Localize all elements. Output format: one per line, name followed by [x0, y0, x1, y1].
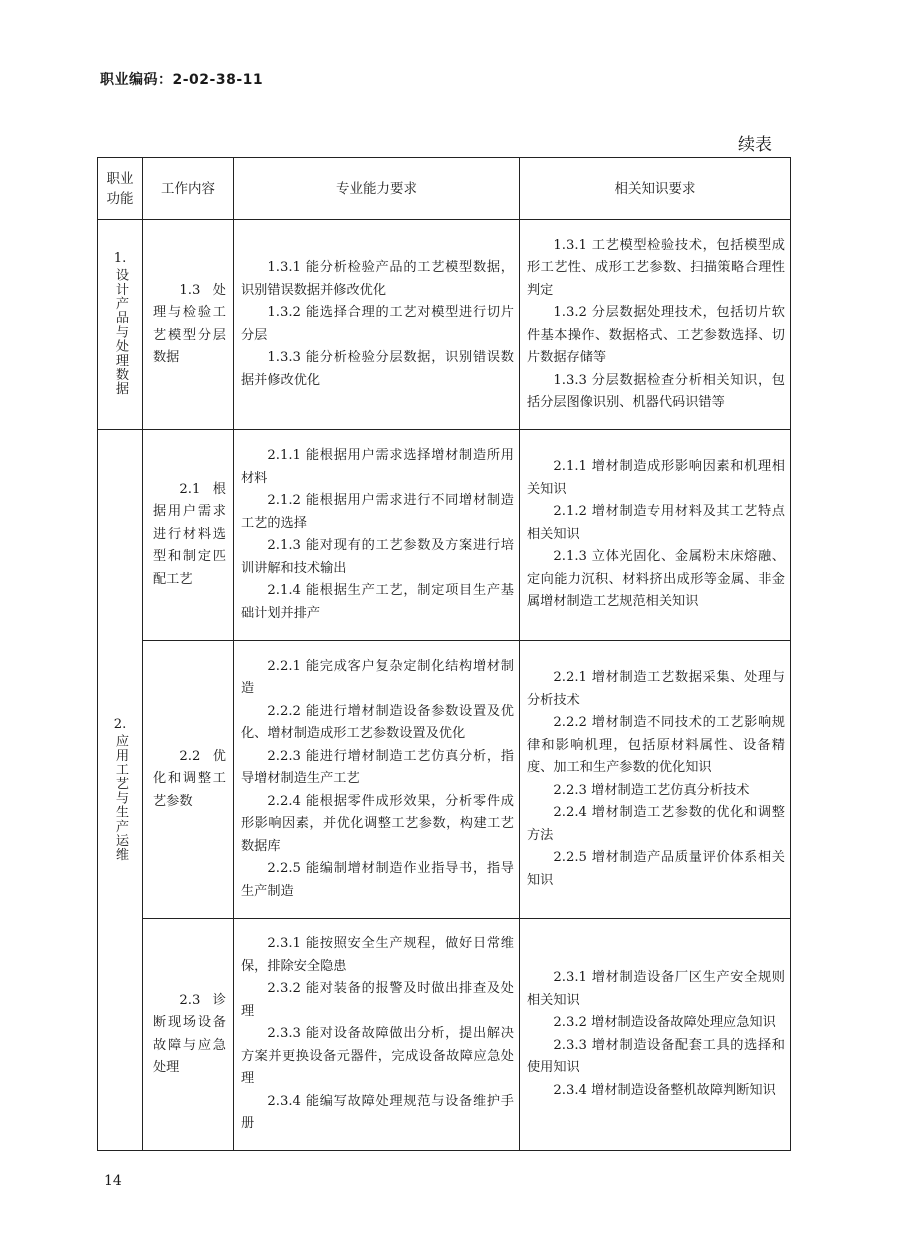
knowledge-item: 2.2.3 增材制造工艺仿真分析技术 — [553, 782, 750, 798]
knowledge-item: 2.2.5 增材制造产品质量评价体系相关知识 — [527, 850, 785, 888]
knowledge-cell — [520, 220, 791, 430]
knowledge-item: 2.3.2 增材制造设备故障处理应急知识 — [553, 1015, 776, 1030]
header-abilities: 专业能力要求 — [234, 158, 520, 220]
occupation-code: 职业编码：2-02-38-11 — [100, 72, 264, 88]
ability-item: 2.3.4 能编写故障处理规范与设备维护手册 — [241, 1093, 514, 1132]
work-content-cell — [143, 220, 234, 430]
ability-item: 2.2.1 能完成客户复杂定制化结构增材制造 — [241, 658, 514, 697]
function-name: 设计产品与处理数据 — [113, 268, 128, 396]
table-row — [98, 919, 791, 1151]
work-content-cell — [143, 919, 234, 1151]
knowledge-item: 2.1.1 增材制造成形影响因素和机理相关知识 — [527, 459, 785, 497]
knowledge-cell — [520, 641, 791, 919]
header-knowledge: 相关知识要求 — [520, 158, 791, 220]
knowledge-item: 2.3.1 增材制造设备厂区生产安全规则相关知识 — [527, 970, 785, 1008]
page-number: 14 — [104, 1173, 122, 1189]
ability-item: 2.1.3 能对现有的工艺参数及方案进行培训讲解和技术输出 — [241, 538, 514, 576]
function-name: 应用工艺与生产运维 — [113, 733, 128, 862]
work-content-text: 2.2 优化和调整工艺参数 — [153, 748, 226, 809]
work-content-text: 2.3 诊断现场设备故障与应急处理 — [153, 992, 226, 1075]
knowledge-item: 2.1.2 增材制造专用材料及其工艺特点相关知识 — [527, 504, 785, 542]
standards-table — [97, 157, 791, 1151]
work-content-text: 2.1 根据用户需求进行材料选型和制定匹配工艺 — [153, 481, 226, 587]
knowledge-cell — [520, 919, 791, 1151]
ability-item: 1.3.1 能分析检验产品的工艺模型数据，识别错误数据并修改优化 — [241, 260, 514, 298]
work-content-cell — [143, 641, 234, 919]
ability-item: 2.1.1 能根据用户需求选择增材制造所用材料 — [241, 448, 514, 486]
ability-item: 2.2.4 能根据零件成形效果，分析零件成形影响因素，并优化调整工艺参数，构建工艺数据库 — [241, 793, 514, 854]
knowledge-item: 2.3.3 增材制造设备配套工具的选择和使用知识 — [527, 1037, 785, 1075]
table-row — [98, 430, 791, 641]
function-number: 1. — [113, 251, 127, 267]
ability-item: 2.3.3 能对设备故障做出分析，提出解决方案并更换设备元器件，完成设备故障应急处理 — [241, 1026, 514, 1087]
function-cell — [98, 220, 143, 430]
knowledge-item: 1.3.3 分层数据检查分析相关知识，包括分层图像识别、机器代码识错等 — [527, 372, 785, 410]
ability-item: 1.3.2 能选择合理的工艺对模型进行切片分层 — [241, 305, 514, 343]
header-work-content: 工作内容 — [143, 158, 234, 220]
ability-item: 2.2.3 能进行增材制造工艺仿真分析，指导增材制造生产工艺 — [241, 748, 514, 787]
abilities-cell — [234, 919, 520, 1151]
header-function-label: 职业 功能 — [106, 170, 134, 207]
table-row — [98, 641, 791, 919]
knowledge-cell — [520, 430, 791, 641]
ability-item: 2.1.2 能根据用户需求进行不同增材制造工艺的选择 — [241, 493, 514, 531]
knowledge-item: 2.3.4 增材制造设备整机故障判断知识 — [553, 1082, 776, 1098]
function-number: 2. — [113, 716, 127, 732]
work-content-cell — [143, 430, 234, 641]
header-function — [98, 158, 143, 220]
knowledge-item: 2.1.3 立体光固化、金属粉末床熔融、定向能力沉积、材料挤出成形等金属、非金属增材制造工艺规范相关知识 — [527, 549, 785, 610]
abilities-cell — [234, 430, 520, 641]
function-cell — [98, 430, 143, 1151]
knowledge-item: 2.2.2 增材制造不同技术的工艺影响规律和影响机理，包括原材料属性、设备精度、加工和生产参数的优化知识 — [527, 715, 785, 775]
table-header-row — [98, 158, 791, 220]
ability-item: 2.3.1 能按照安全生产规程，做好日常维保，排除安全隐患 — [241, 936, 514, 974]
knowledge-item: 1.3.1 工艺模型检验技术，包括模型成形工艺性、成形工艺参数、扫描策略合理性判定 — [527, 237, 785, 298]
work-content-text: 1.3 处理与检验工艺模型分层数据 — [153, 282, 226, 365]
ability-item: 2.2.2 能进行增材制造设备参数设置及优化、增材制造成形工艺参数设置及优化 — [241, 703, 514, 742]
ability-item: 2.2.5 能编制增材制造作业指导书，指导生产制造 — [241, 861, 514, 899]
knowledge-item: 2.2.4 增材制造工艺参数的优化和调整方法 — [527, 805, 785, 843]
abilities-cell — [234, 641, 520, 919]
knowledge-item: 1.3.2 分层数据处理技术，包括切片软件基本操作、数据格式、工艺参数选择、切片数据存储等 — [527, 305, 785, 365]
continued-label: 续表 — [738, 135, 772, 155]
abilities-cell — [234, 220, 520, 430]
ability-item: 1.3.3 能分析检验分层数据，识别错误数据并修改优化 — [241, 350, 514, 388]
ability-item: 2.3.2 能对装备的报警及时做出排查及处理 — [241, 981, 514, 1019]
table-row — [98, 220, 791, 430]
ability-item: 2.1.4 能根据生产工艺，制定项目生产基础计划并排产 — [241, 583, 514, 621]
knowledge-item: 2.2.1 增材制造工艺数据采集、处理与分析技术 — [527, 670, 785, 708]
